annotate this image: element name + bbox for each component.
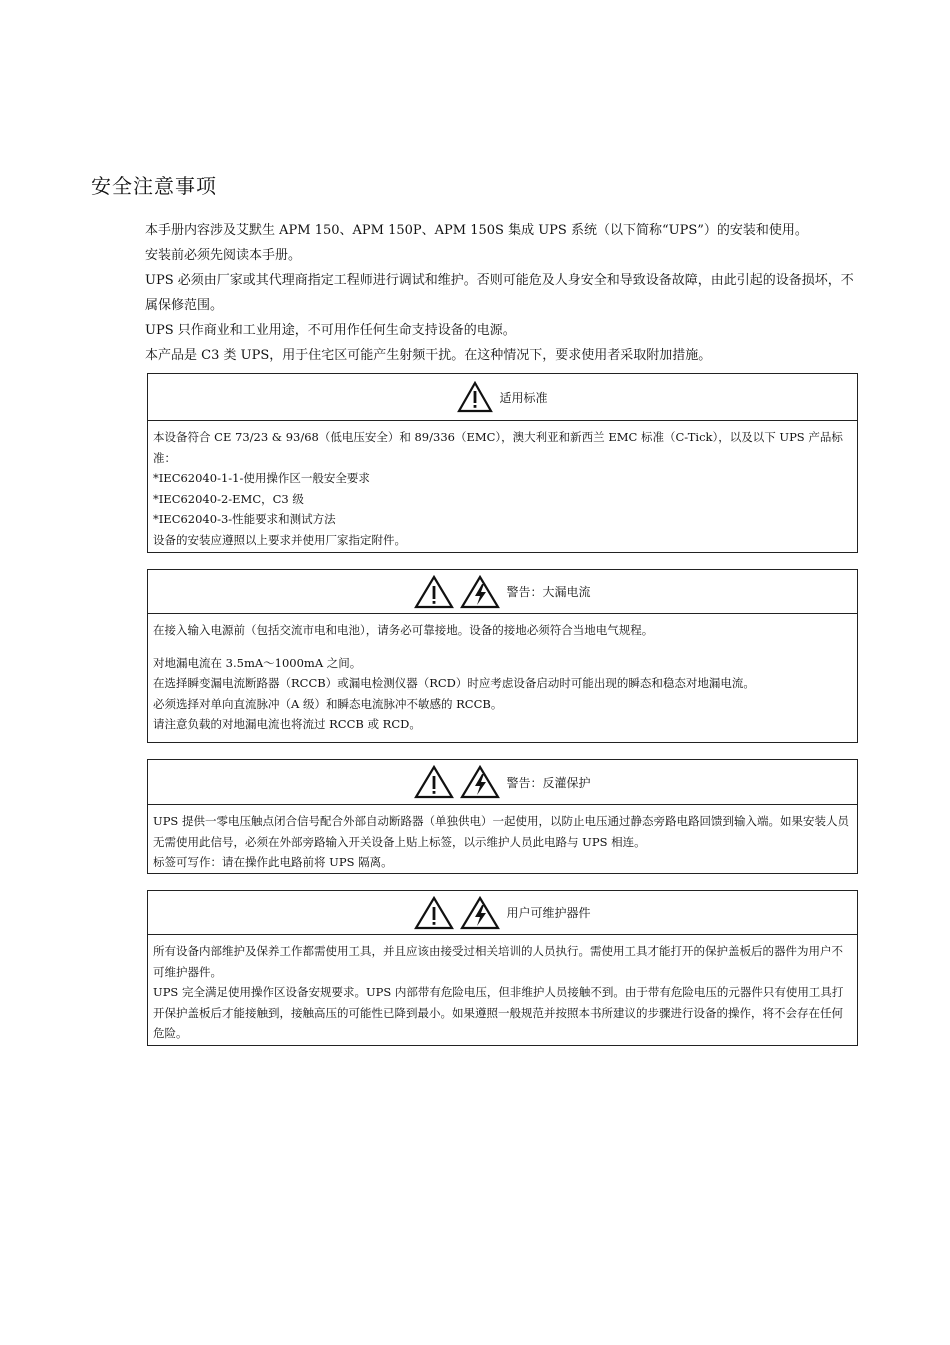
spacer	[153, 641, 852, 653]
notice-leakage-current	[147, 569, 858, 743]
page-title: 安全注意事项	[91, 174, 217, 198]
notice-line: 在接入输入电源前（包括交流市电和电池），请务必可靠接地。设备的接地必须符合当地电气规程。	[153, 623, 654, 637]
notice-line: 在选择瞬变漏电流断路器（RCCB）或漏电检测仪器（RCD）时应考虑设备启动时可能出现的瞬态和稳态对地漏电流。	[153, 676, 755, 690]
warning-triangle-icon	[414, 896, 454, 930]
notice-title: 适用标准	[499, 390, 548, 405]
notice-line: *IEC62040-2-EMC，C3 级	[153, 491, 304, 506]
notice-header	[148, 374, 857, 421]
intro-paragraph: UPS 必须由厂家或其代理商指定工程师进行调试和维护。否则可能危及人身安全和导致设备故障，由此引起的设备损坏，不属保修范围。	[145, 273, 854, 313]
notice-line: 对地漏电流在 3.5mA～1000mA 之间。	[153, 655, 362, 670]
notice-title: 警告：反灌保护	[506, 775, 591, 790]
electrical-hazard-icon	[460, 896, 500, 930]
notice-line: 标签可写作：请在操作此电路前将 UPS 隔离。	[153, 855, 393, 869]
notice-line: UPS 完全满足使用操作区设备安规要求。UPS 内部带有危险电压，但非维护人员接触不到。由于带有危险电压的元器件只有使用工具打开保护盖板后才能接触到，接触高压的可能性已降到最小。如果遵照一般规范并按照本书所建议的步骤进行设备的操作，将不会存在任何危险。	[153, 985, 844, 1040]
intro-paragraph: UPS 只作商业和工业用途，不可用作任何生命支持设备的电源。	[145, 323, 516, 338]
notice-applicable-standards	[147, 373, 858, 553]
electrical-hazard-icon	[460, 765, 500, 799]
intro-paragraph: 本产品是 C3 类 UPS，用于住宅区可能产生射频干扰。在这种情况下，要求使用者采取附加措施。	[145, 348, 712, 363]
notice-line: 本设备符合 CE 73/23 & 93/68（低电压安全）和 89/336（EMC），澳大利亚和新西兰 EMC 标准（C-Tick），以及以下 UPS 产品标准：	[153, 430, 843, 465]
notice-header	[148, 570, 857, 614]
intro-paragraph: 本手册内容涉及艾默生 APM 150、APM 150P、APM 150S 集成 UPS 系统（以下简称“UPS”）的安装和使用。	[145, 223, 808, 238]
notice-header	[148, 760, 857, 805]
intro-section	[145, 218, 863, 368]
notice-body	[148, 421, 857, 554]
notice-body	[148, 935, 857, 1048]
warning-triangle-icon	[414, 765, 454, 799]
notice-body	[148, 614, 857, 739]
notice-line: *IEC62040-1-1-使用操作区一般安全要求	[153, 471, 370, 485]
notice-backfeed-protection	[147, 759, 858, 874]
notice-line: 必须选择对单向直流脉冲（A 级）和瞬态电流脉冲不敏感的 RCCB。	[153, 696, 503, 711]
electrical-hazard-icon	[460, 575, 500, 609]
notice-line: 设备的安装应遵照以上要求并使用厂家指定附件。	[153, 532, 406, 547]
warning-triangle-icon	[457, 381, 493, 413]
notice-title: 用户可维护器件	[506, 906, 591, 920]
notice-title: 警告：大漏电流	[506, 585, 591, 599]
notice-header	[148, 891, 857, 935]
notice-line: 请注意负载的对地漏电流也将流过 RCCB 或 RCD。	[153, 717, 421, 731]
notice-line: *IEC62040-3-性能要求和测试方法	[153, 512, 336, 526]
warning-triangle-icon	[414, 575, 454, 609]
intro-paragraph: 安装前必须先阅读本手册。	[145, 248, 302, 263]
notice-line: UPS 提供一零电压触点闭合信号配合外部自动断路器（单独供电）一起使用，以防止电压通过静态旁路电路回馈到输入端。如果安装人员无需使用此信号，必须在外部旁路输入开关设备上贴上标签，以示维护人员此电路与 UPS 相连。	[153, 814, 849, 849]
notice-line: 所有设备内部维护及保养工作都需使用工具，并且应该由接受过相关培训的人员执行。需使用工具才能打开的保护盖板后的器件为用户不可维护器件。	[153, 944, 843, 979]
notice-body	[148, 805, 857, 877]
notice-user-serviceable-parts	[147, 890, 858, 1046]
